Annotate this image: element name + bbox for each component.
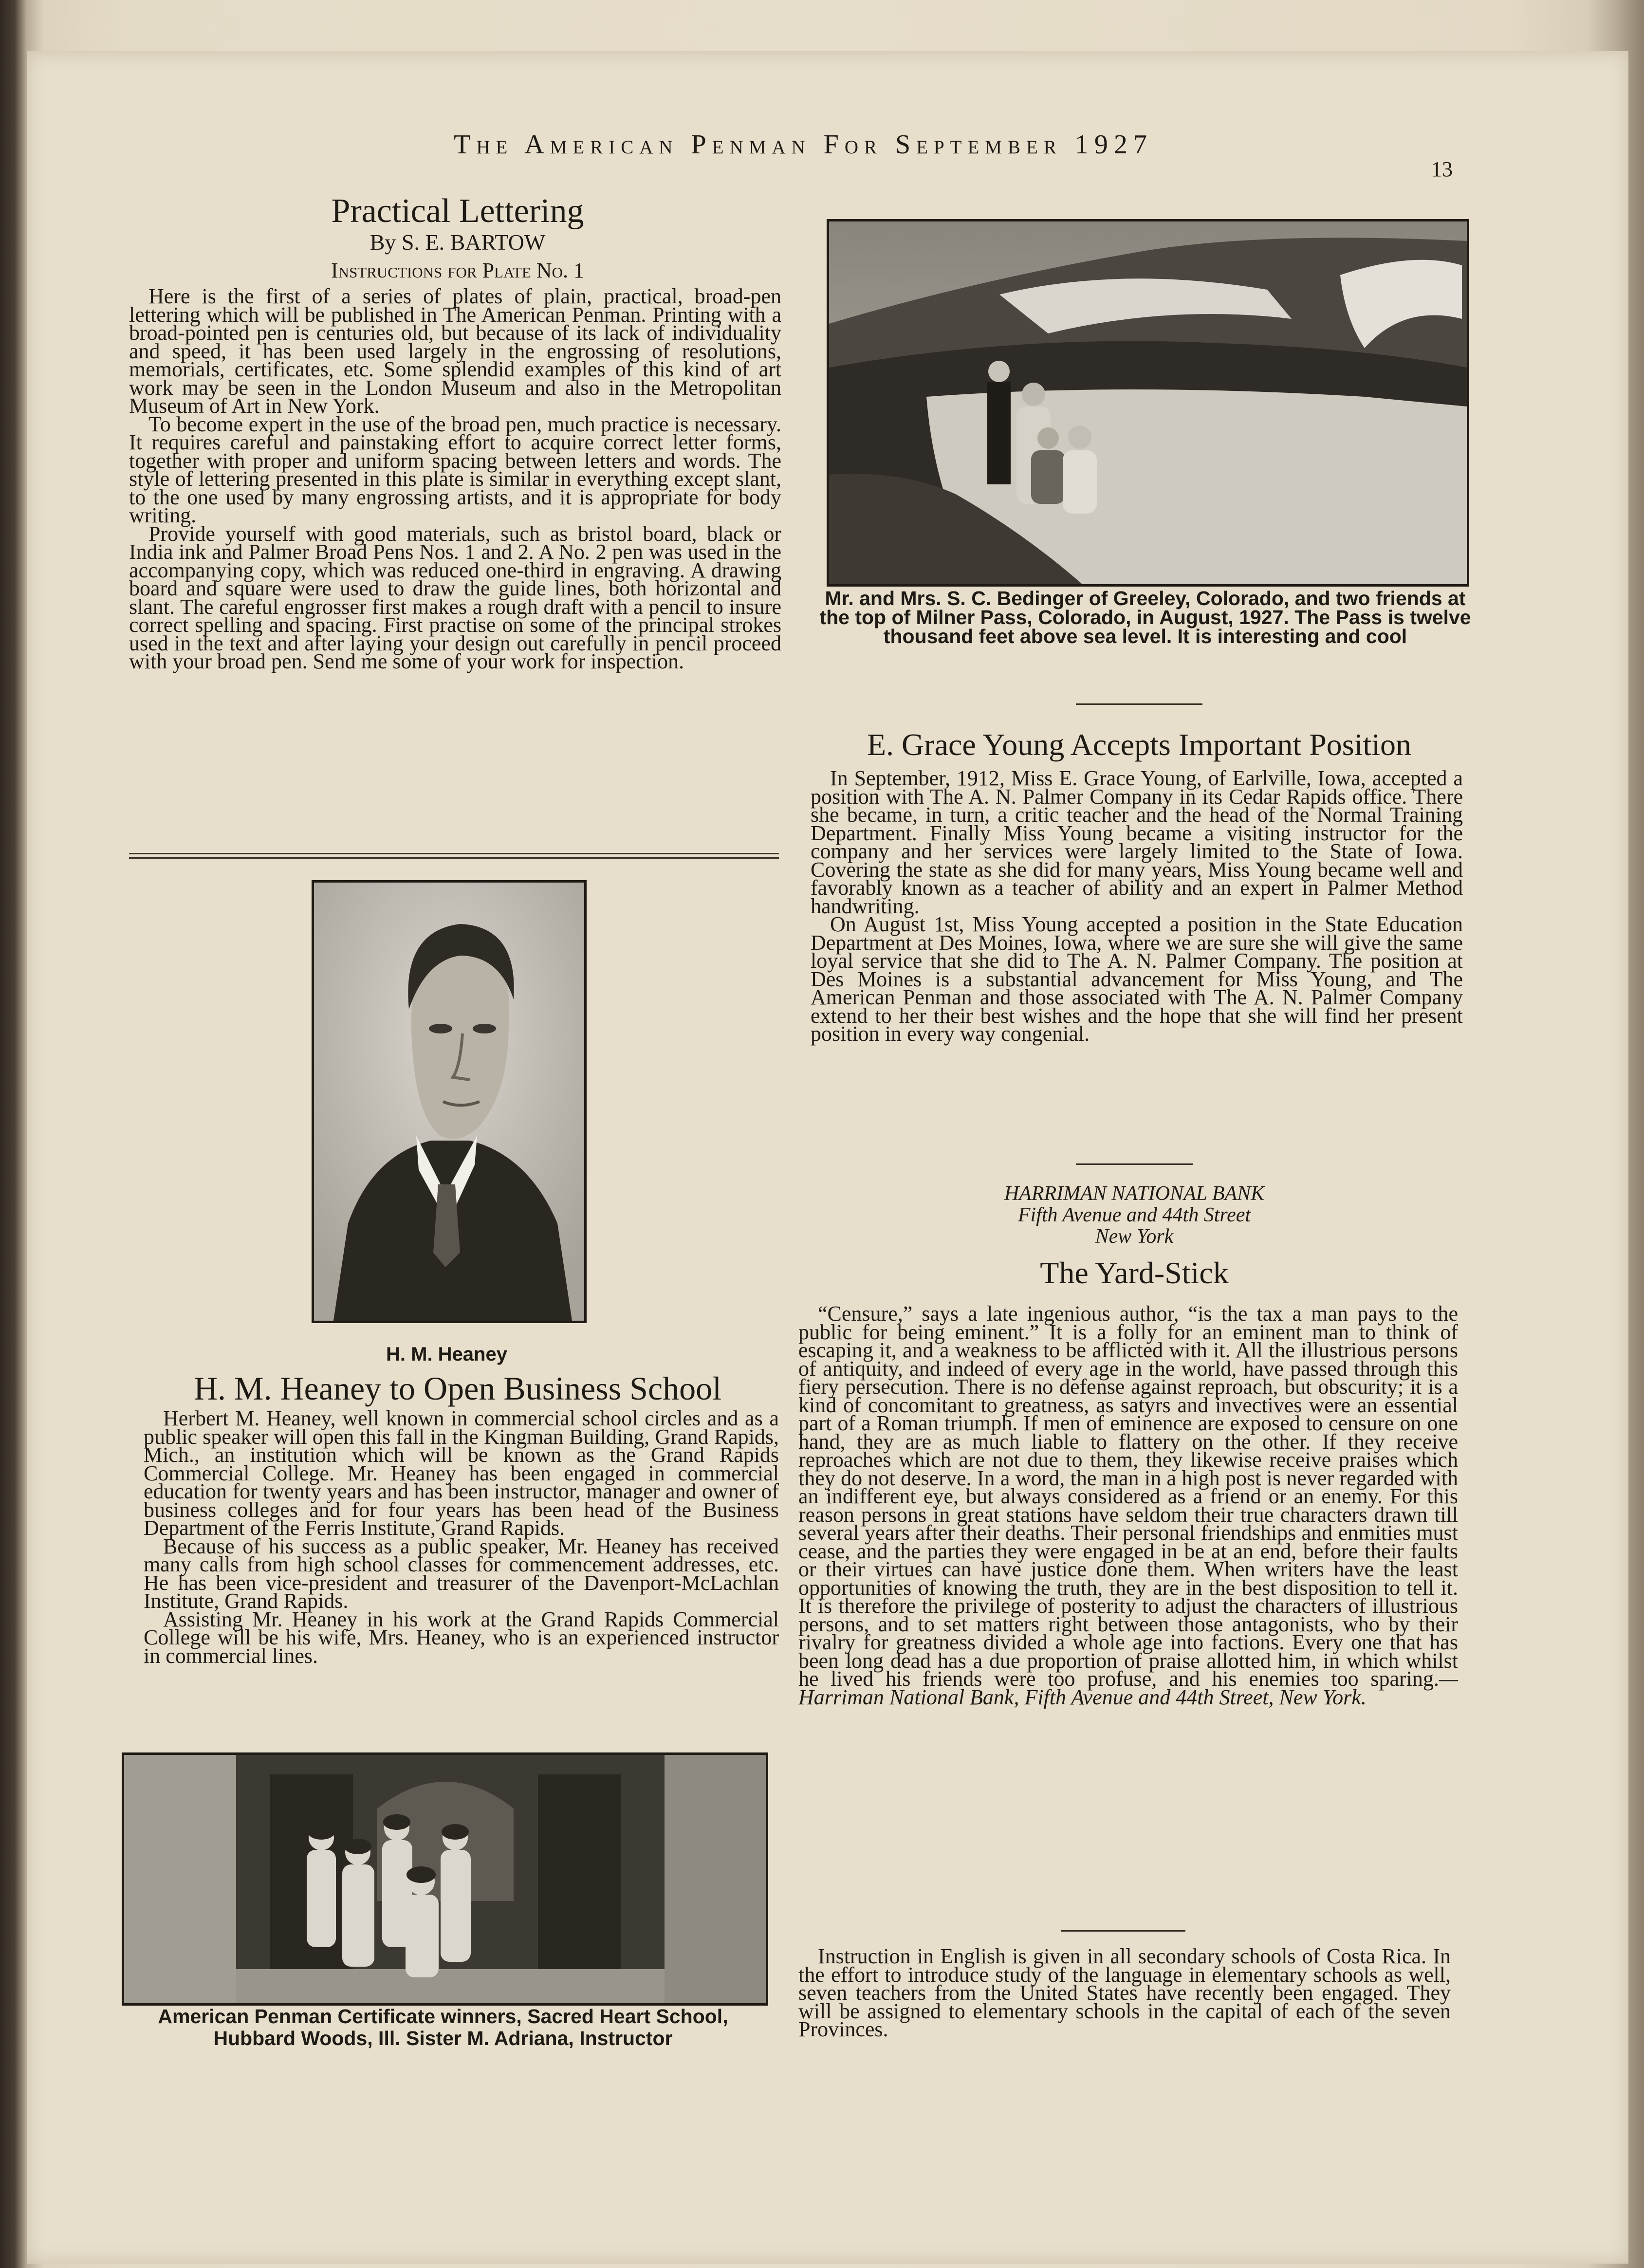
young-article-title: E. Grace Young Accepts Important Position (867, 727, 1412, 762)
yardstick-source: —Harriman National Bank, Fifth Avenue and 44th Street, New York. (798, 1667, 1458, 1709)
portrait-illustration (314, 883, 584, 1321)
heaney-paragraph-2: Because of his success as a public speaker, Mr. Heaney has received many calls from high school classes for commencement addresses, etc. He has been vice-president and treasurer of the Davenport-McLachlan Institute, Grand Rapids. (144, 1534, 779, 1613)
school-photo-caption: American Penman Certificate winners, Sacred Heart School, Hubbard Woods, Ill. Sister M. Adriana, Instructor (158, 2005, 728, 2049)
lettering-title: Practical Lettering (331, 192, 584, 230)
school-group-illustration (124, 1755, 766, 2003)
milner-pass-photo (827, 219, 1469, 587)
heaney-portrait-photo (312, 880, 587, 1323)
yardstick-body (798, 1302, 1458, 1709)
costa-rica-item (798, 1944, 1451, 2041)
yardstick-paragraph (798, 1302, 1458, 1709)
heaney-paragraph-1: Herbert M. Heaney, well known in commercial school circles and as a public speaker will open this fall in the Kingman Building, Grand Rapids, Mich., an institution which will be known as the Grand Rapids Commercial College. Mr. Heaney has been engaged in commercial education for twenty years and has been instructor, manager and owner of business colleges and for four years has been head of the Business Department of the Ferris Institute, Grand Rapids. (144, 1406, 779, 1540)
bank-city: New York (1095, 1225, 1174, 1248)
young-article-body (811, 766, 1463, 1046)
sacred-heart-school-photo (122, 1752, 768, 2006)
lettering-subhead: Instructions for Plate No. 1 (331, 258, 584, 282)
section-divider-double-rule (129, 853, 779, 859)
short-divider-rule-2 (1076, 1163, 1193, 1165)
lettering-byline: By S. E. BARTOW (369, 230, 546, 255)
running-header: The American Penman For September 1927 (454, 129, 1153, 160)
short-divider-rule-1 (1076, 703, 1202, 705)
page-number: 13 (1431, 157, 1453, 181)
short-divider-rule-3 (1061, 1930, 1185, 1932)
heaney-portrait-caption: H. M. Heaney (386, 1344, 507, 1365)
young-paragraph-2: On August 1st, Miss Young accepted a position in the State Education Department at Des Moines, Iowa, where we are sure she will give the same loyal service that she did to The A. N. Palmer Company. The position at Des Moines is a substantial advancement for Miss Young, and The American Penman and those associated with The A. N. Palmer Company extend to her their best wishes and the hope that she will find her present position in every way congenial. (811, 912, 1463, 1046)
yardstick-text: “Censure,” says a late ingenious author, “is the tax a man pays to the public for being eminent.” It is a folly for an eminent man to think of escaping it, and a weakness to be afflicted with it. All the illustrious persons of antiquity, and indeed of every age in the world, have passed through this fiery persecution. There is no defense against reproach, but obscurity; it is a kind of concomitant to greatness, as satyrs and invectives were an essential part of a Roman triumph. If men of eminence are exposed to censure on one hand, they are as much liable to flattery on the other. If they receive reproaches which are not due to them, they likewise receive praises which they do not deserve. In a word, the man in a high post is never regarded with an indifferent eye, but always considered as a friend or an enemy. For this reason persons in great stations have seldom their true characters drawn till several years after their deaths. Their personal friendships and enmities must cease, and the parties they were engaged in be at an end, before their faults or their virtues can have justice done them. When writers have the least opportunities of knowing the truth, they are in the best disposition to tell it. It is therefore the privilege of posterity to adjust the characters of illustrious persons, and to set matters right between those antagonists, who by their rivalry for greatness divided a whole age into factions. Every one that has been long dead has a due proportion of praise allotted him, in which whilst he lived his friends were too profuse, and his enemies too sparing. (798, 1302, 1458, 1691)
mountain-scene-illustration (829, 221, 1467, 584)
bank-address: Fifth Avenue and 44th Street (1017, 1204, 1251, 1226)
milner-pass-caption: Mr. and Mrs. S. C. Bedinger of Greeley, Colorado, and two friends at the top of Milner Pass, Colorado, in August, 1927. The Pass is twelve thousand feet above sea level. It is interesting and cool (819, 587, 1471, 647)
young-paragraph-1: In September, 1912, Miss E. Grace Young, of Earlville, Iowa, accepted a position with The A. N. Palmer Company in its Cedar Rapids office. There she became, in turn, a critic teacher and the head of the Normal Training Department. Finally Miss Young became a visiting instructor for the company and her services were largely limited to the State of Iowa. Covering the state as she did for many years, Miss Young became well and favorably known as a teacher of ability and an expert in Palmer Method handwriting. (811, 766, 1463, 918)
heaney-paragraph-3: Assisting Mr. Heaney in his work at the Grand Rapids Commercial College will be his wife, Mrs. Heaney, who is an experienced instructor in commercial lines. (144, 1607, 779, 1668)
bank-name: HARRIMAN NATIONAL BANK (1004, 1182, 1265, 1205)
lettering-paragraph-1: Here is the first of a series of plates of plain, practical, broad-pen lettering which will be published in The American Penman. Printing with a broad-pointed pen is centuries old, but because of its lack of individuality and speed, it has been used largely in the engrossing of resolutions, memorials, certificates, etc. Some splendid examples of this kind of art work may be seen in the London Museum and also in the Metropolitan Museum of Art in New York. (129, 284, 781, 418)
lettering-body (129, 284, 781, 673)
yardstick-title: The Yard-Stick (1040, 1255, 1229, 1290)
costa-rica-paragraph: Instruction in English is given in all secondary schools of Costa Rica. In the effort to introduce study of the language in elementary schools as well, seven teachers from the United States have recently been engaged. They will be assigned to elementary schools in the capital of each of the seven Provinces. (798, 1944, 1451, 2041)
heaney-article-title: H. M. Heaney to Open Business School (193, 1370, 722, 1407)
lettering-paragraph-2: To become expert in the use of the broad pen, much practice is necessary. It requires careful and painstaking effort to acquire correct letter forms, together with proper and uniform spacing between letters and words. The style of lettering presented in this plate is similar in everything except slant, to the one used by many engrossing artists, and it is appropriate for body writing. (129, 412, 781, 527)
heaney-article-body (144, 1406, 779, 1668)
lettering-paragraph-3: Provide yourself with good materials, such as bristol board, black or India ink and Palmer Broad Pens Nos. 1 and 2. A No. 2 pen was used in the accompanying copy, which was reduced one-third in engraving. A drawing board and square were used to draw the guide lines, both horizontal and slant. The careful engrosser first makes a rough draft with a pencil to insure correct spelling and spacing. First practise on some of the principal strokes used in the text and after laying your design out carefully in pencil proceed with your broad pen. Send me some of your work for inspection. (129, 521, 781, 673)
